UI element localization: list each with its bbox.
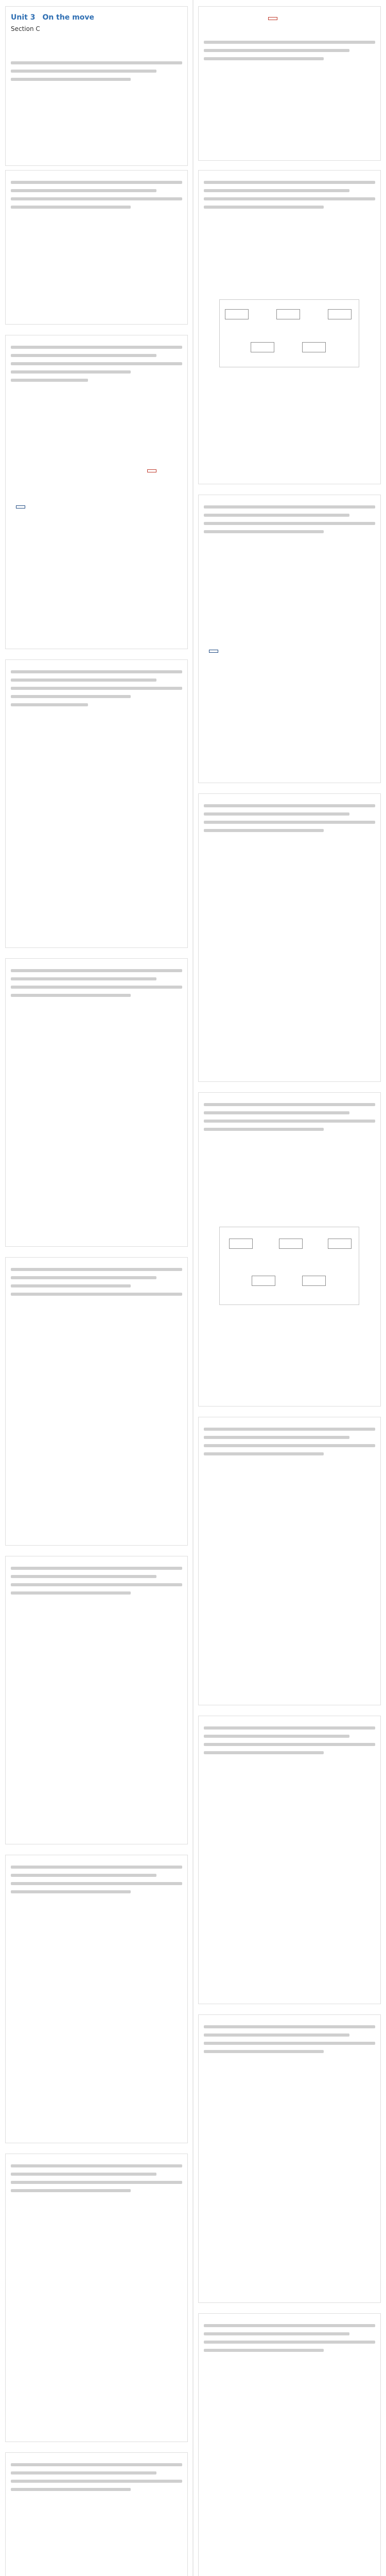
placeholder-line xyxy=(204,1428,375,1431)
blue-boxlabel xyxy=(16,505,25,509)
left-slide-2-body xyxy=(11,341,182,643)
placeholder-line xyxy=(204,505,375,509)
placeholder-line xyxy=(11,189,156,192)
placeholder-line xyxy=(11,1268,182,1271)
placeholder-line xyxy=(11,2189,131,2192)
right-slide-9-body xyxy=(204,2319,375,2576)
unit-title: Unit 3 On the move xyxy=(11,13,95,22)
placeholder-line xyxy=(204,206,324,209)
left-slide-3-body xyxy=(11,665,182,942)
placeholder-line xyxy=(204,2025,375,2028)
right-slide-8-body xyxy=(204,2020,375,2297)
placeholder-line xyxy=(204,2042,375,2045)
right-slide-8 xyxy=(198,2014,381,2303)
right-slide-3-label xyxy=(209,650,218,653)
right-slide-4 xyxy=(198,793,381,1082)
placeholder-line xyxy=(11,1890,131,1893)
diagram-node xyxy=(251,342,274,352)
placeholder-line xyxy=(11,695,131,698)
placeholder-line xyxy=(11,986,182,989)
placeholder-line xyxy=(204,514,349,517)
placeholder-line xyxy=(11,2488,131,2491)
title-slide-body xyxy=(11,56,182,160)
left-slide-4 xyxy=(5,958,188,1247)
placeholder-line xyxy=(11,2181,182,2184)
placeholder-line xyxy=(11,1575,156,1578)
placeholder-line xyxy=(11,2471,156,2475)
right-slide-1-body xyxy=(204,36,375,155)
placeholder-line xyxy=(204,2033,349,2037)
placeholder-line xyxy=(11,2164,182,2167)
right-slide-7 xyxy=(198,1716,381,2004)
placeholder-line xyxy=(11,362,182,365)
left-slide-2 xyxy=(5,335,188,649)
placeholder-line xyxy=(204,1103,375,1106)
diagram-node xyxy=(252,1276,275,1286)
placeholder-line xyxy=(11,2480,182,2483)
left-slide-8-body xyxy=(11,2159,182,2436)
placeholder-line xyxy=(11,969,182,972)
placeholder-line xyxy=(204,2349,324,2352)
left-slide-9-body xyxy=(11,2458,182,2576)
placeholder-line xyxy=(204,522,375,525)
placeholder-line xyxy=(204,1120,375,1123)
diagram-node xyxy=(302,1276,326,1286)
placeholder-line xyxy=(11,370,131,374)
placeholder-line xyxy=(11,994,131,997)
red-boxlabel xyxy=(147,469,156,472)
left-slide-3 xyxy=(5,659,188,948)
placeholder-line xyxy=(11,2173,156,2176)
placeholder-line xyxy=(204,2332,349,2335)
right-slide-6 xyxy=(198,1417,381,1705)
placeholder-line xyxy=(204,1735,349,1738)
right-slide-3 xyxy=(198,495,381,783)
diagram-node xyxy=(279,1239,303,1249)
placeholder-line xyxy=(204,804,375,807)
left-slide-9 xyxy=(5,2452,188,2576)
right-slide-3-body xyxy=(204,500,375,777)
placeholder-line xyxy=(204,1444,375,1447)
left-slide-7-body xyxy=(11,1860,182,2138)
placeholder-line xyxy=(11,1591,131,1595)
right-slide-1-badge xyxy=(268,17,277,20)
placeholder-line xyxy=(204,821,375,824)
placeholder-line xyxy=(11,1866,182,1869)
section-title: Section C xyxy=(11,25,40,32)
placeholder-line xyxy=(11,687,182,690)
left-slide-1 xyxy=(5,170,188,325)
placeholder-line xyxy=(204,189,349,192)
placeholder-line xyxy=(204,1111,349,1114)
right-slide-1 xyxy=(198,6,381,161)
right-slide-2 xyxy=(198,170,381,484)
placeholder-line xyxy=(11,703,88,706)
left-slide-7 xyxy=(5,1855,188,2143)
placeholder-line xyxy=(204,1436,349,1439)
left-slide-5 xyxy=(5,1257,188,1546)
placeholder-line xyxy=(11,197,182,200)
placeholder-line xyxy=(11,1874,156,1877)
placeholder-line xyxy=(204,1726,375,1730)
placeholder-line xyxy=(11,679,156,682)
placeholder-line xyxy=(11,379,88,382)
placeholder-line xyxy=(11,1567,182,1570)
placeholder-line xyxy=(204,1128,324,1131)
placeholder-line xyxy=(11,1293,182,1296)
right-slide-4-body xyxy=(204,799,375,1076)
right-slide-7-body xyxy=(204,1721,375,1998)
right-slide-9 xyxy=(198,2313,381,2576)
placeholder-line xyxy=(204,2341,375,2344)
placeholder-line xyxy=(204,57,324,60)
title-slide xyxy=(5,6,188,166)
left-slide-5-body xyxy=(11,1263,182,1540)
placeholder-line xyxy=(204,181,375,184)
diagram-node xyxy=(328,309,352,319)
placeholder-line xyxy=(204,49,349,52)
placeholder-line xyxy=(11,1284,131,1287)
diagram-node xyxy=(302,342,326,352)
placeholder-line xyxy=(11,346,182,349)
placeholder-line xyxy=(204,530,324,533)
diagram-node xyxy=(276,309,300,319)
placeholder-line xyxy=(11,1583,182,1586)
placeholder-line xyxy=(11,61,182,64)
placeholder-line xyxy=(11,670,182,673)
placeholder-line xyxy=(11,70,156,73)
placeholder-line xyxy=(204,1452,324,1455)
placeholder-line xyxy=(11,1882,182,1885)
left-slide-1-body xyxy=(11,176,182,319)
diagram-node xyxy=(225,309,249,319)
placeholder-line xyxy=(204,2324,375,2327)
placeholder-line xyxy=(204,1751,324,1754)
placeholder-line xyxy=(204,41,375,44)
right-slide-2-diagram xyxy=(219,299,359,367)
placeholder-line xyxy=(11,977,156,980)
placeholder-line xyxy=(204,829,324,832)
placeholder-line xyxy=(11,1276,156,1279)
placeholder-line xyxy=(204,2050,324,2053)
right-slide-5-diagram xyxy=(219,1227,359,1305)
placeholder-line xyxy=(11,206,131,209)
placeholder-line xyxy=(204,197,375,200)
column-divider xyxy=(192,0,194,2576)
placeholder-line xyxy=(204,812,349,816)
diagram-node xyxy=(229,1239,253,1249)
left-slide-6 xyxy=(5,1556,188,1844)
placeholder-line xyxy=(11,2463,182,2466)
left-slide-4-body xyxy=(11,964,182,1241)
placeholder-line xyxy=(204,1743,375,1746)
placeholder-line xyxy=(11,78,131,81)
left-slide-6-body xyxy=(11,1562,182,1839)
right-slide-5 xyxy=(198,1092,381,1406)
diagram-node xyxy=(328,1239,352,1249)
placeholder-line xyxy=(11,354,156,357)
right-slide-6-body xyxy=(204,1422,375,1700)
left-slide-8 xyxy=(5,2154,188,2442)
placeholder-line xyxy=(11,181,182,184)
